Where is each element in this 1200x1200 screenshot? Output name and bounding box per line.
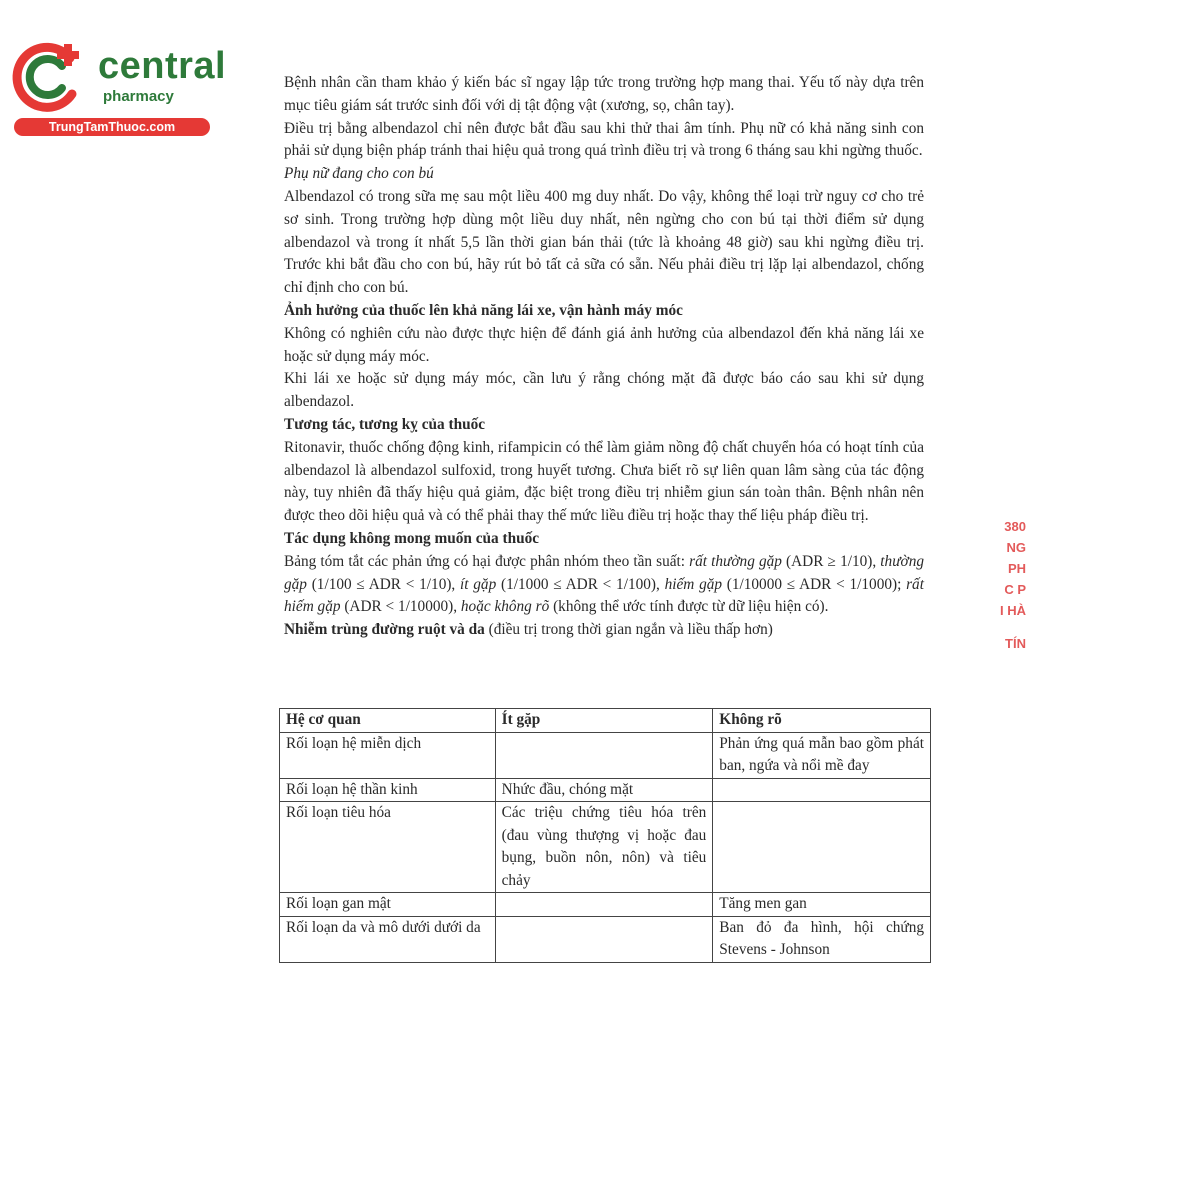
- header-uncommon: Ít gặp: [495, 709, 713, 733]
- table-cell: [713, 778, 931, 802]
- paragraph-pregnancy: Bệnh nhân cần tham khảo ý kiến bác sĩ ngay lập tức trong trường hợp mang thai. Yếu tố này dựa trên mục tiêu giám sát trước sinh đối với dị tật động vật (xương, sọ, chân tay).: [284, 74, 924, 114]
- stamp-line: 380: [1004, 519, 1026, 534]
- table-cell: Các triệu chứng tiêu hóa trên (đau vùng thượng vị hoặc đau bụng, buồn nôn, nôn) và tiêu chảy: [495, 802, 713, 893]
- adverse-reactions-table: [279, 708, 931, 963]
- table-cell: [713, 802, 931, 893]
- table-cell: Phản ứng quá mẫn bao gồm phát ban, ngứa và nổi mề đay: [713, 732, 931, 778]
- table-row: [280, 732, 931, 778]
- adr-term-common: thường gặp: [284, 552, 924, 593]
- paragraph-driving-1: Không có nghiên cứu nào được thực hiện để đánh giá ảnh hưởng của albendazol đến khả năng lái xe hoặc sử dụng máy móc.: [284, 324, 924, 365]
- adr-text-4: (1/1000 ≤ ADR < 1/100),: [496, 575, 665, 593]
- table-row: [280, 916, 931, 962]
- paragraph-driving-2: Khi lái xe hoặc sử dụng máy móc, cần lưu ý rằng chóng mặt đã được báo cáo sau khi sử dụng albendazol.: [284, 370, 924, 411]
- logo-subtitle: pharmacy: [103, 88, 174, 105]
- paragraph-breastfeeding: Albendazol có trong sữa mẹ sau một liều 400 mg duy nhất. Do vậy, không thể loại trừ nguy cơ cho trẻ sơ sinh. Trong trường hợp dùng một liều duy nhất, nên ngừng cho con bú tại thời điểm sử dụng albendazol và trong ít nhất 5,5 lần thời gian bán thải (tức là khoảng 48 giờ) sau khi ngừng điều trị. Trước khi bắt đầu cho con bú, hãy rút bỏ tất cả sữa có sẵn. Nếu phải điều trị lặp lại albendazol, chống chỉ định cho con bú.: [284, 187, 924, 297]
- adr-text-7: (không thể ước tính được từ dữ liệu hiện có).: [549, 598, 829, 616]
- document-body: [284, 72, 924, 642]
- table-row: [280, 802, 931, 893]
- table-row: [280, 893, 931, 917]
- logo-banner: TrungTamThuoc.com: [14, 118, 210, 136]
- paragraph-adr-frequency: [284, 551, 924, 619]
- adr-term-very-common: rất thường gặp: [689, 552, 782, 570]
- paragraph-contraception: Điều trị bằng albendazol chỉ nên được bắt đầu sau khi thử thai âm tính. Phụ nữ có khả năng sinh con phải sử dụng biện pháp tránh thai hiệu quả trong quá trình điều trị và trong 6 tháng sau khi ngừng thuốc.: [284, 119, 924, 160]
- adr-text-6: (ADR < 1/10000),: [340, 598, 461, 616]
- adr-text-5: (1/10000 ≤ ADR < 1/1000);: [722, 575, 907, 593]
- adr-term-rare: hiếm gặp: [664, 575, 723, 593]
- adr-text-3: (1/100 ≤ ADR < 1/10),: [306, 575, 461, 593]
- table-cell: [495, 893, 713, 917]
- table-cell: Nhức đầu, chóng mặt: [495, 778, 713, 802]
- adr-term-uncommon: ít gặp: [460, 575, 497, 593]
- table-cell: Tăng men gan: [713, 893, 931, 917]
- header-unknown: Không rõ: [713, 709, 931, 733]
- table-row: [280, 778, 931, 802]
- subheading-breastfeeding: Phụ nữ đang cho con bú: [284, 165, 434, 183]
- adr-text-1: Bảng tóm tắt các phản ứng có hại được phân nhóm theo tần suất:: [284, 552, 690, 570]
- stamp-line: C P: [1004, 582, 1026, 597]
- heading-driving: Ảnh hưởng của thuốc lên khả năng lái xe, vận hành máy móc: [284, 301, 683, 319]
- table-caption-bold: Nhiễm trùng đường ruột và da: [284, 621, 485, 639]
- stamp-line: I HÀ: [1000, 603, 1026, 618]
- table-cell: [495, 732, 713, 778]
- table-cell: [495, 916, 713, 962]
- logo-title: central: [98, 45, 227, 87]
- pharmacy-logo-icon: [12, 38, 92, 114]
- adr-text-2: (ADR ≥ 1/10),: [781, 552, 881, 570]
- central-pharmacy-logo: [12, 38, 227, 138]
- heading-interactions: Tương tác, tương kỵ của thuốc: [284, 415, 486, 433]
- table-caption: [284, 619, 924, 642]
- table-cell: Rối loạn tiêu hóa: [280, 802, 496, 893]
- table-caption-rest: (điều trị trong thời gian ngắn và liều thấp hơn): [484, 621, 773, 639]
- stamp-line: NG: [1006, 540, 1026, 555]
- table-header-row: [280, 709, 931, 733]
- table-cell: Ban đỏ đa hình, hội chứng Stevens - Johnson: [713, 916, 931, 962]
- heading-adverse-effects: Tác dụng không mong muốn của thuốc: [284, 529, 540, 547]
- table-cell: Rối loạn gan mật: [280, 893, 496, 917]
- table-cell: Rối loạn hệ thần kinh: [280, 778, 496, 802]
- stamp-line: PH: [1007, 561, 1026, 576]
- header-organ-system: Hệ cơ quan: [280, 709, 496, 733]
- adr-term-unknown: hoặc không rõ: [460, 598, 550, 616]
- company-stamp: [986, 516, 1026, 654]
- adr-term-very-rare: rất hiếm gặp: [284, 575, 924, 616]
- table-cell: Rối loạn hệ miễn dịch: [280, 732, 496, 778]
- stamp-line: TÍN: [1005, 636, 1026, 651]
- paragraph-interactions: Ritonavir, thuốc chống động kinh, rifampicin có thể làm giảm nồng độ chất chuyển hóa có hoạt tính của albendazol là albendazol sulfoxid, trong huyết tương. Chưa biết rõ sự liên quan lâm sàng của tác động này, tuy nhiên đã thấy hiệu quả giảm, đặc biệt trong điều trị nhiễm giun sán toàn thân. Bệnh nhân nên được theo dõi hiệu quả và có thể phải thay thế mức liều điều trị hoặc thay thế liệu pháp điều trị.: [284, 438, 924, 525]
- table-cell: Rối loạn da và mô dưới dưới da: [280, 916, 496, 962]
